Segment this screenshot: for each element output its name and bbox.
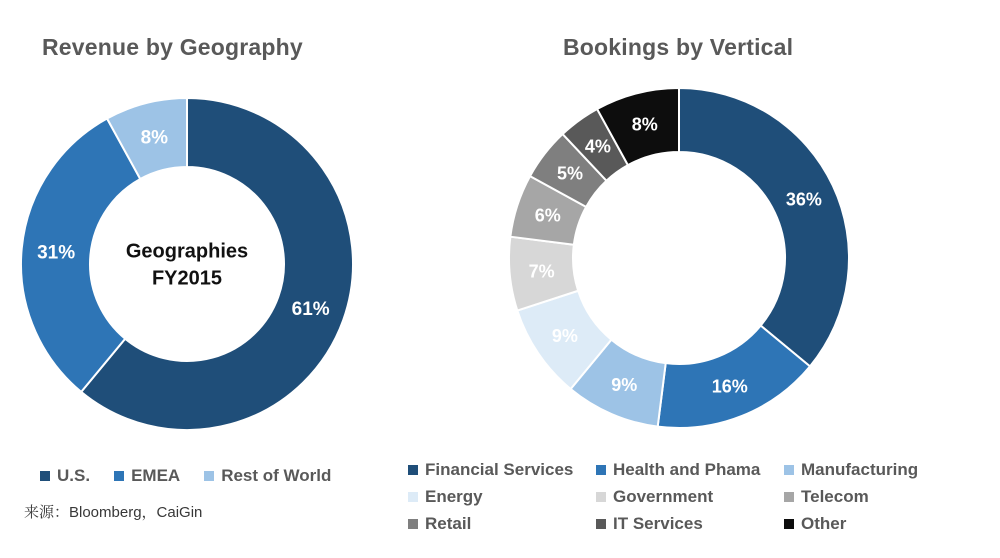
legend-label: Manufacturing xyxy=(801,460,919,479)
data-label-government: 7% xyxy=(528,261,555,282)
legend-label: IT Services xyxy=(613,514,703,533)
legend-swatch-financial-services xyxy=(408,465,418,475)
legend-swatch-rest-of-world xyxy=(204,471,214,481)
legend-swatch-it-services xyxy=(596,519,606,529)
legend-item-retail xyxy=(408,514,596,534)
legend-label: Retail xyxy=(425,514,472,533)
legend-item-energy xyxy=(408,487,596,507)
legend-label: Health and Phama xyxy=(613,460,761,479)
legend-swatch-u-s xyxy=(40,471,50,481)
legend-label: Rest of World xyxy=(221,466,332,485)
legend-swatch-energy xyxy=(408,492,418,502)
source-note: 来源：Bloomberg，CaiGin xyxy=(24,504,203,521)
legend-item-other xyxy=(784,514,972,534)
data-label-health-and-phama: 16% xyxy=(711,376,748,397)
donut-revenue-by-geography xyxy=(21,98,353,430)
legend-label: Government xyxy=(613,487,714,506)
data-label-other: 8% xyxy=(631,114,658,135)
legend-item-manufacturing xyxy=(784,460,972,480)
chart-title-bookings-by-vertical: Bookings by Vertical xyxy=(563,34,794,60)
legend-label: EMEA xyxy=(131,466,181,485)
legend-item-it-services xyxy=(596,514,784,534)
data-label-retail: 5% xyxy=(556,163,584,184)
legend-vertical xyxy=(408,460,972,534)
data-label-energy: 9% xyxy=(551,325,578,346)
data-label-u-s: 61% xyxy=(291,299,330,321)
legend-swatch-health-and-phama xyxy=(596,465,606,475)
legend-swatch-manufacturing xyxy=(784,465,794,475)
legend-item-government xyxy=(596,487,784,507)
donut-center-label: Geographies FY2015 xyxy=(125,240,249,290)
chart-title-revenue-by-geography: Revenue by Geography xyxy=(42,34,303,60)
legend-item-health-and-phama xyxy=(596,460,784,480)
donut-bookings-by-vertical xyxy=(509,88,849,428)
legend-geography xyxy=(40,466,331,486)
legend-item-telecom xyxy=(784,487,972,507)
legend-swatch-retail xyxy=(408,519,418,529)
legend-item-u-s xyxy=(40,466,90,486)
legend-item-emea xyxy=(114,466,180,486)
legend-label: Energy xyxy=(425,487,483,506)
legend-item-rest-of-world xyxy=(204,466,331,486)
donut-slice-financial-services xyxy=(679,88,849,366)
legend-swatch-other xyxy=(784,519,794,529)
data-label-manufacturing: 9% xyxy=(611,375,638,395)
data-label-it-services: 4% xyxy=(584,136,611,157)
data-label-emea: 31% xyxy=(37,242,76,264)
legend-label: U.S. xyxy=(57,466,91,485)
data-label-rest-of-world: 8% xyxy=(140,127,169,149)
legend-item-financial-services xyxy=(408,460,596,480)
data-label-telecom: 6% xyxy=(534,205,561,226)
legend-swatch-emea xyxy=(114,471,124,481)
legend-swatch-telecom xyxy=(784,492,794,502)
legend-label: Other xyxy=(801,514,847,533)
legend-label: Telecom xyxy=(801,487,869,506)
legend-swatch-government xyxy=(596,492,606,502)
legend-label: Financial Services xyxy=(425,460,574,479)
data-label-financial-services: 36% xyxy=(785,189,822,210)
